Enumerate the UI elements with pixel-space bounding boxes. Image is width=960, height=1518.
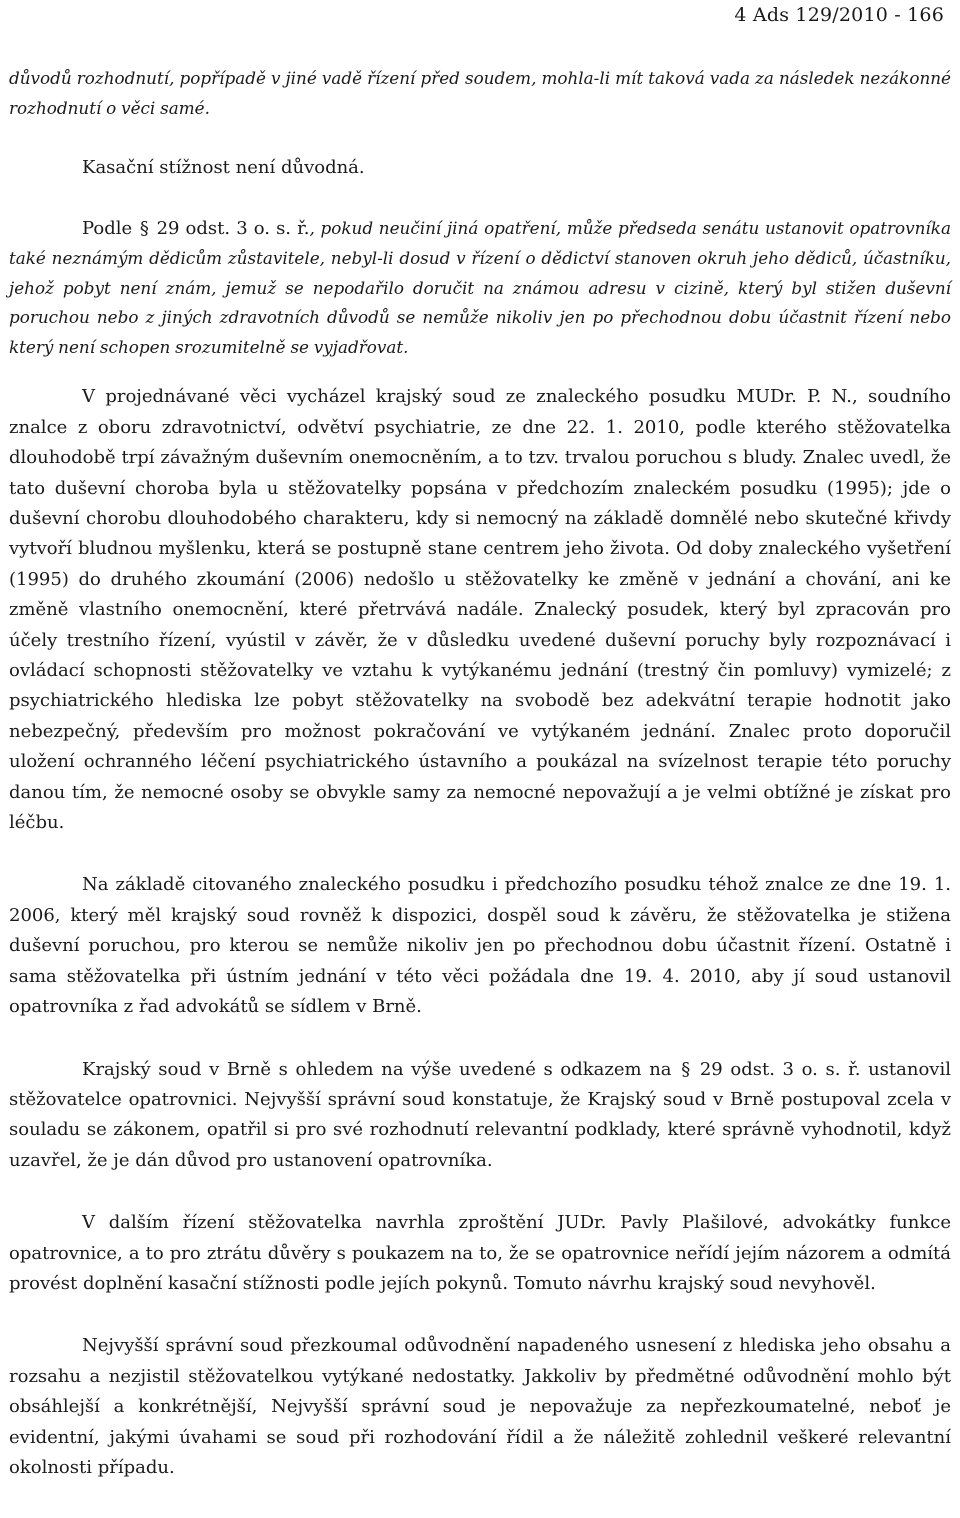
section-sign: § — [139, 217, 149, 239]
krajsky-lead: Krajský soud v Brně s ohledem na výše uvedené s odkazem na — [82, 1058, 672, 1080]
paragraph-nejvyssi-soud: Nejvyšší správní soud přezkoumal odůvodnění napadeného usnesení z hlediska jeho obsahu a rozsahu a nezjistil stěžovatelkou vytýkané nedostatky. Jakkoliv by předmětné odůvodnění mohlo být obsáhlejší a konkrétnější, Nejvyšší správní soud je nepovažuje za nepřezkoumatelné, neboť je evidentní, jakými úvahami se soud při rozhodování řídil a že náležitě zohlednil veškeré relevantní okolnosti případu. — [9, 1335, 951, 1478]
paragraph-znalecky-posudek: V projednávané věci vycházel krajský soud ze znaleckého posudku MUDr. P. N., soudního znalce z oboru zdravotnictví, odvětví psychiatrie, ze dne 22. 1. 2010, podle kterého stěžovatelka dlouhodobě trpí závažným duševním onemocněním, a to tzv. trvalou poruchou s bludy. Znalec uvedl, že tato duševní choroba byla u stěžovatelky popsána v předchozím znaleckém posudku (1995); jde o duševní chorobu dlouhodobého charakteru, kdy si nemocný na základě domnělé nebo skutečné křivdy vytvoří bludnou myšlenku, která se postupně stane centrem jeho života. Od doby znaleckého vyšetření (1995) do druhého zkoumání (2006) nedošlo u stěžovatelky ke změně v jednání a chování, ani ke změně vlastního onemocnění, které přetrvává nadále. Znalecký posudek, který byl zpracován pro účely trestního řízení, vyústil v závěr, že v důsledku uvedené duševní poruchy byly rozpoznávací i ovládací schopnosti stěžovatelky ve vztahu k vytýkanému jednání (trestný čin pomluvy) vymizelé; z psychiatrického hlediska lze pobyt stěžovatelky na svobodě bez adekvátní terapie hodnotit jako nebezpečný, především pro možnost pokračování ve vytýkaném jednání. Znalec proto doporučil uložení ochranného léčení psychiatrického ústavního a poukázal na svízelnost terapie této poruchy danou tím, že nemocné osoby se obvykle samy za nemocné nepovažují a je velmi obtížné je získat pro léčbu. — [9, 386, 951, 834]
krajsky-rest: 29 odst. 3 o. s. ř. ustanovil stěžovatelce opatrovnici. Nejvyšší správní soud konstatuje, že Krajský soud v Brně postupoval zcela v souladu se zákonem, opatřil si pro své rozhodnutí relevantní podklady, které správně vyhodnotil, když uzavřel, že je dán důvod pro ustanovení opatrovníka. — [9, 1058, 951, 1171]
statute-quote: , pokud neučiní jiná opatření, může předseda senátu ustanovit opatrovníka také neznámým dědicům zůstavitele, nebyl-li dosud v řízení o dědictví stanoven okruh jeho dědiců, účastníku, jehož pobyt není znám, jemuž se nepodařilo doručit na známou adresu v cizině, který byl stižen duševní poruchou nebo z jiných zdravotních důvodů se nemůže nikoliv jen po přechodnou dobu účastnit řízení nebo který není schopen srozumitelně se vyjadřovat. — [9, 217, 951, 357]
paragraph-kasacni-stiznost: Kasační stížnost není důvodná. — [82, 157, 365, 179]
paragraph-continuation: důvodů rozhodnutí, popřípadě v jiné vadě řízení před soudem, mohla-li mít taková vada za následek nezákonné rozhodnutí o věci samé. — [9, 68, 951, 118]
paragraph-na-zaklade: Na základě citovaného znaleckého posudku i předchozího posudku téhož znalce ze dne 19. 1. 2006, který měl krajský soud rovněž k dispozici, dospěl soud k závěru, že stěžovatelka je stižena duševní poruchou, pro kterou se nemůže nikoliv jen po přechodnou dobu účastnit řízení. Ostatně i sama stěžovatelka při ústním jednání v této věci požádala dne 19. 4. 2010, aby jí soud ustanovil opatrovníka z řad advokátů se sídlem v Brně. — [9, 874, 951, 1018]
statute-reference: 29 odst. 3 o. s. ř. — [156, 217, 310, 239]
paragraph-podle-29 — [9, 214, 951, 363]
document-body — [9, 64, 951, 1483]
paragraph-dalsi-rizeni: V dalším řízení stěžovatelka navrhla zproštění JUDr. Pavly Plašilové, advokátky funkce opatrovnice, a to pro ztrátu důvěry s poukazem na to, že se opatrovnice neřídí jejím názorem a odmítá provést doplnění kasační stížnosti podle jejích pokynů. Tomuto návrhu krajský soud nevyhověl. — [9, 1212, 951, 1294]
podle-lead: Podle — [82, 217, 133, 239]
page-reference-header: 4 Ads 129/2010 - 166 — [734, 4, 944, 26]
section-sign: § — [681, 1058, 691, 1080]
paragraph-krajsky-soud — [9, 1055, 951, 1177]
